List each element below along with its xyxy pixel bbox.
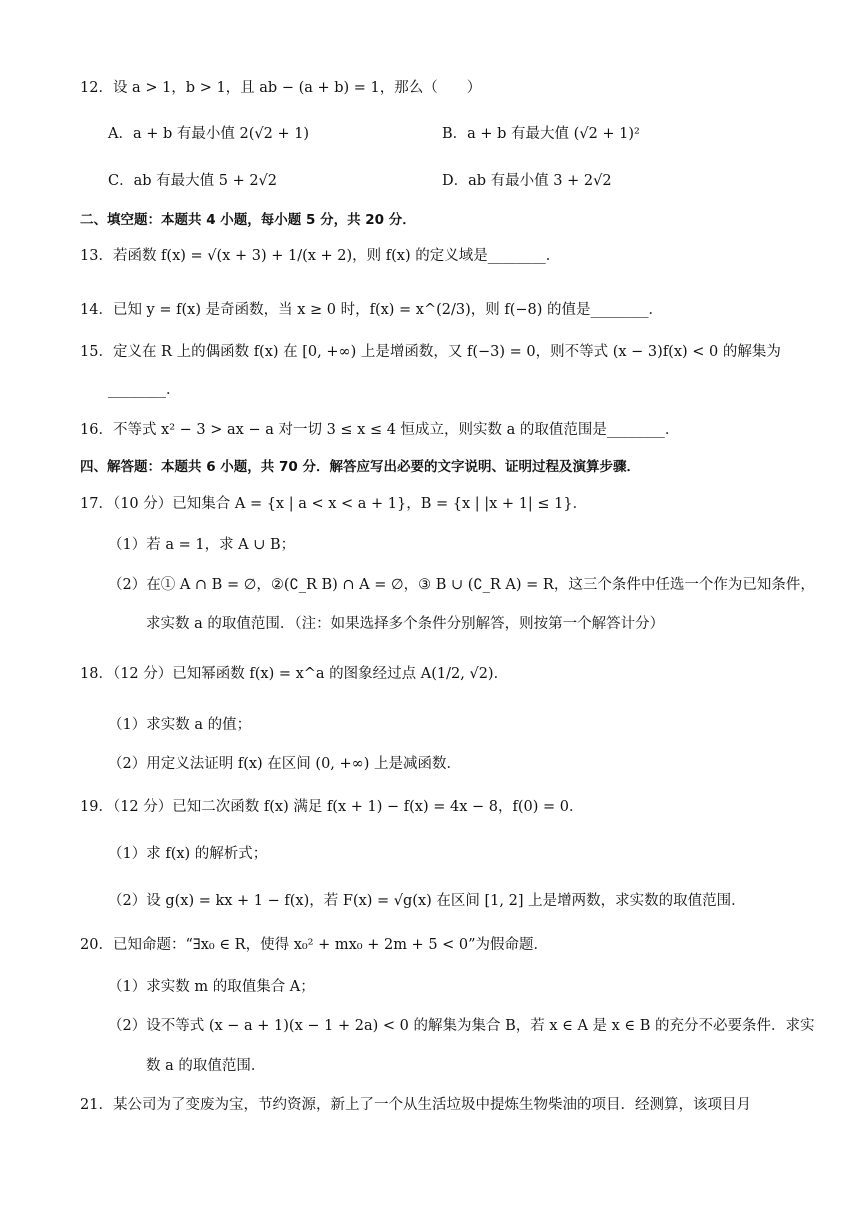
q18-part-2: （2）用定义法证明 f(x) 在区间 (0, +∞) 上是减函数． [108, 756, 462, 772]
q20-part-1: （1）求实数 m 的取值集合 A； [108, 979, 315, 995]
section-fill-in-heading: 二、填空题：本题共 4 小题，每小题 5 分，共 20 分． [80, 212, 416, 228]
q19-part-1: （1）求 f(x) 的解析式； [108, 846, 268, 862]
q12-stem: 12．设 a > 1，b > 1，且 ab − (a + b) = 1，那么（ ） [80, 80, 482, 96]
q20-part-2-cont: 数 a 的取值范围． [146, 1058, 266, 1074]
q12-option-c: C．ab 有最大值 5 + 2√2 [108, 173, 278, 189]
question-16: 16．不等式 x² − 3 > ax − a 对一切 3 ≤ x ≤ 4 恒成立，则实数 a 的取值范围是________． [80, 422, 680, 438]
q18-stem: 18．（12 分）已知幂函数 f(x) = x^a 的图象经过点 A(1/2, √2)． [80, 666, 509, 682]
q20-part-2: （2）设不等式 (x − a + 1)(x − 1 + 2a) < 0 的解集为集合 B，若 x ∈ A 是 x ∈ B 的充分不必要条件．求实 [108, 1018, 815, 1034]
q17-part-2-cont: 求实数 a 的取值范围．（注：如果选择多个条件分别解答，则按第一个解答计分） [146, 616, 665, 632]
question-21: 21．某公司为了变废为宝，节约资源，新上了一个从生活垃圾中提炼生物柴油的项目．经测算，该项目月 [80, 1097, 751, 1113]
q20-stem: 20．已知命题：“∃x₀ ∈ R，使得 x₀² + mx₀ + 2m + 5 < 0”为假命题． [80, 937, 549, 953]
q15-line-1: 15．定义在 R 上的偶函数 f(x) 在 [0, +∞) 上是增函数，又 f(−3) = 0，则不等式 (x − 3)f(x) < 0 的解集为 [80, 344, 781, 360]
q12-option-a: A．a + b 有最小值 2(√2 + 1) [108, 126, 310, 142]
q19-part-2: （2）设 g(x) = kx + 1 − f(x)，若 F(x) = √g(x) 在区间 [1, 2] 上是增两数，求实数的取值范围． [108, 893, 746, 909]
q19-stem: 19．（12 分）已知二次函数 f(x) 满足 f(x + 1) − f(x) = 4x − 8，f(0) = 0． [80, 799, 584, 815]
section-answer-heading: 四、解答题：本题共 6 小题，共 70 分．解答应写出必要的文字说明、证明过程及演算步骤． [80, 459, 640, 475]
q15-line-2: ________． [108, 382, 181, 398]
q12-option-d: D．ab 有最小值 3 + 2√2 [442, 173, 612, 189]
question-14: 14．已知 y = f(x) 是奇函数，当 x ≥ 0 时，f(x) = x^(2/3)，则 f(−8) 的值是________． [80, 302, 664, 318]
q17-part-2: （2）在① A ∩ B = ∅，②(∁_R B) ∩ A = ∅，③ B ∪ (∁_R A) = R，这三个条件中任选一个作为已知条件， [108, 577, 815, 593]
question-13: 13．若函数 f(x) = √(x + 3) + 1/(x + 2)，则 f(x) 的定义域是________． [80, 248, 561, 264]
q17-stem: 17．（10 分）已知集合 A = {x | a < x < a + 1}，B = {x | |x + 1| ≤ 1}． [80, 496, 588, 512]
q17-part-1: （1）若 a = 1，求 A ∪ B； [108, 537, 296, 553]
q12-option-b: B．a + b 有最大值 (√2 + 1)² [442, 126, 640, 142]
q18-part-1: （1）求实数 a 的值； [108, 717, 252, 733]
